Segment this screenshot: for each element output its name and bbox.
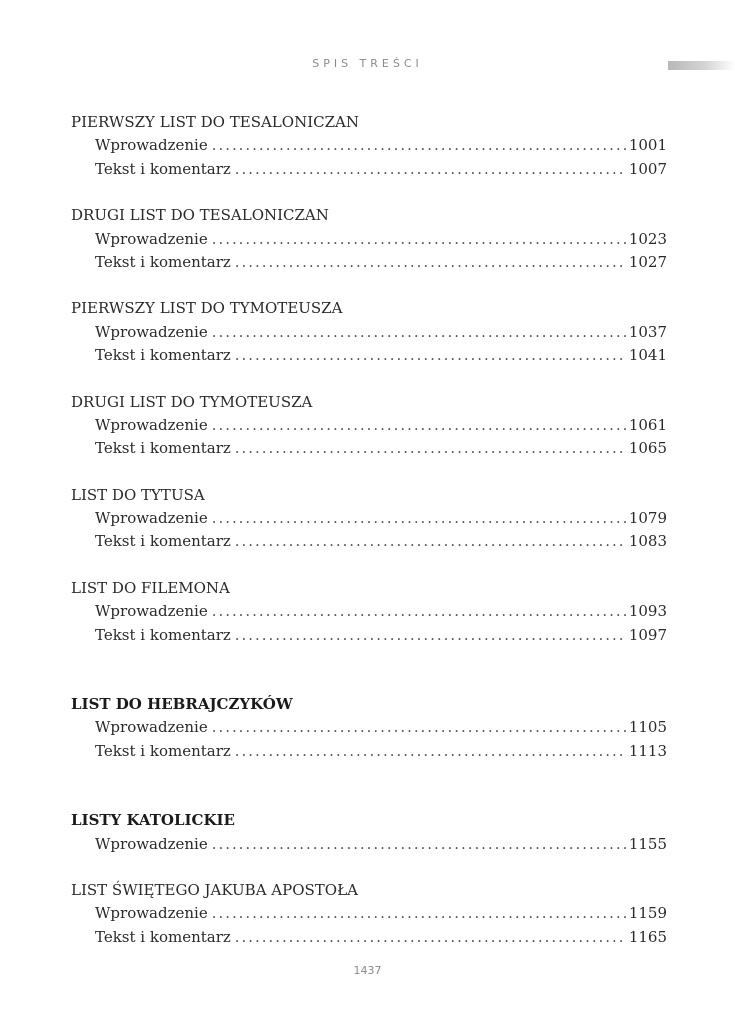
toc-section (71, 297, 667, 367)
entry-label: Wprowadzenie (95, 834, 208, 853)
entry-label: Wprowadzenie (95, 322, 208, 341)
dot-leader (235, 437, 627, 460)
entry-page-number: 1001 (628, 136, 667, 155)
section-title: PIERWSZY LIST DO TYMOTEUSZA (71, 299, 343, 318)
entry-label: Tekst i komentarz (95, 927, 231, 946)
dot-leader (212, 600, 627, 623)
running-header: SPIS TREŚCI (312, 57, 423, 70)
section-title: LIST DO HEBRAJCZYKÓW (71, 695, 293, 714)
section-title: LIST DO TYTUSA (71, 485, 205, 504)
toc-entry (71, 833, 667, 856)
table-of-contents (71, 111, 667, 949)
dot-leader (235, 251, 627, 274)
entry-label: Wprowadzenie (95, 602, 208, 621)
toc-entry (71, 437, 667, 460)
dot-leader (235, 344, 627, 367)
entry-page-number: 1037 (628, 322, 667, 341)
entry-page-number: 1007 (628, 159, 667, 178)
dot-leader (235, 926, 627, 949)
entry-page-number: 1165 (628, 927, 667, 946)
toc-entry (71, 251, 667, 274)
entry-page-number: 1105 (628, 718, 667, 737)
dot-leader (235, 158, 627, 181)
entry-label: Wprowadzenie (95, 509, 208, 528)
dot-leader (235, 530, 627, 553)
entry-page-number: 1061 (628, 415, 667, 434)
section-title: LIST DO FILEMONA (71, 578, 230, 597)
entry-label: Wprowadzenie (95, 904, 208, 923)
toc-entry (71, 902, 667, 925)
section-title: DRUGI LIST DO TESALONICZAN (71, 206, 329, 225)
section-title: LIST ŚWIĘTEGO JAKUBA APOSTOŁA (71, 880, 358, 899)
entry-label: Tekst i komentarz (95, 439, 231, 458)
entry-label: Tekst i komentarz (95, 741, 231, 760)
toc-section (71, 693, 667, 763)
toc-entry (71, 740, 667, 763)
section-title: LISTY KATOLICKIE (71, 811, 235, 830)
toc-entry (71, 344, 667, 367)
toc-section (71, 111, 667, 181)
dot-leader (212, 414, 627, 437)
entry-page-number: 1027 (628, 252, 667, 271)
toc-entry (71, 228, 667, 251)
entry-page-number: 1093 (628, 602, 667, 621)
toc-section (71, 577, 667, 647)
toc-entry (71, 624, 667, 647)
entry-label: Tekst i komentarz (95, 159, 231, 178)
entry-page-number: 1041 (628, 346, 667, 365)
entry-label: Tekst i komentarz (95, 532, 231, 551)
toc-section (71, 204, 667, 274)
dot-leader (212, 833, 627, 856)
entry-page-number: 1023 (628, 229, 667, 248)
dot-leader (212, 716, 627, 739)
toc-section (71, 484, 667, 554)
dot-leader (212, 507, 627, 530)
toc-section (71, 809, 667, 856)
entry-page-number: 1097 (628, 625, 667, 644)
entry-label: Wprowadzenie (95, 229, 208, 248)
entry-label: Wprowadzenie (95, 136, 208, 155)
toc-entry (71, 321, 667, 344)
toc-entry (71, 530, 667, 553)
entry-page-number: 1159 (628, 904, 667, 923)
toc-entry (71, 158, 667, 181)
entry-page-number: 1065 (628, 439, 667, 458)
toc-entry (71, 926, 667, 949)
dot-leader (212, 134, 627, 157)
toc-section (71, 391, 667, 461)
entry-label: Wprowadzenie (95, 415, 208, 434)
toc-entry (71, 716, 667, 739)
entry-label: Wprowadzenie (95, 718, 208, 737)
dot-leader (212, 321, 627, 344)
toc-entry (71, 600, 667, 623)
entry-page-number: 1155 (628, 834, 667, 853)
entry-page-number: 1079 (628, 509, 667, 528)
entry-page-number: 1113 (628, 741, 667, 760)
section-title: DRUGI LIST DO TYMOTEUSZA (71, 392, 313, 411)
toc-section (71, 879, 667, 949)
header-decorative-bar (668, 61, 735, 70)
toc-entry (71, 414, 667, 437)
section-title: PIERWSZY LIST DO TESALONICZAN (71, 113, 359, 131)
entry-label: Tekst i komentarz (95, 252, 231, 271)
dot-leader (212, 228, 627, 251)
page-number: 1437 (353, 964, 382, 977)
toc-entry (71, 134, 667, 157)
dot-leader (212, 902, 627, 925)
entry-label: Tekst i komentarz (95, 625, 231, 644)
entry-page-number: 1083 (628, 532, 667, 551)
toc-entry (71, 507, 667, 530)
entry-label: Tekst i komentarz (95, 346, 231, 365)
dot-leader (235, 624, 627, 647)
dot-leader (235, 740, 627, 763)
